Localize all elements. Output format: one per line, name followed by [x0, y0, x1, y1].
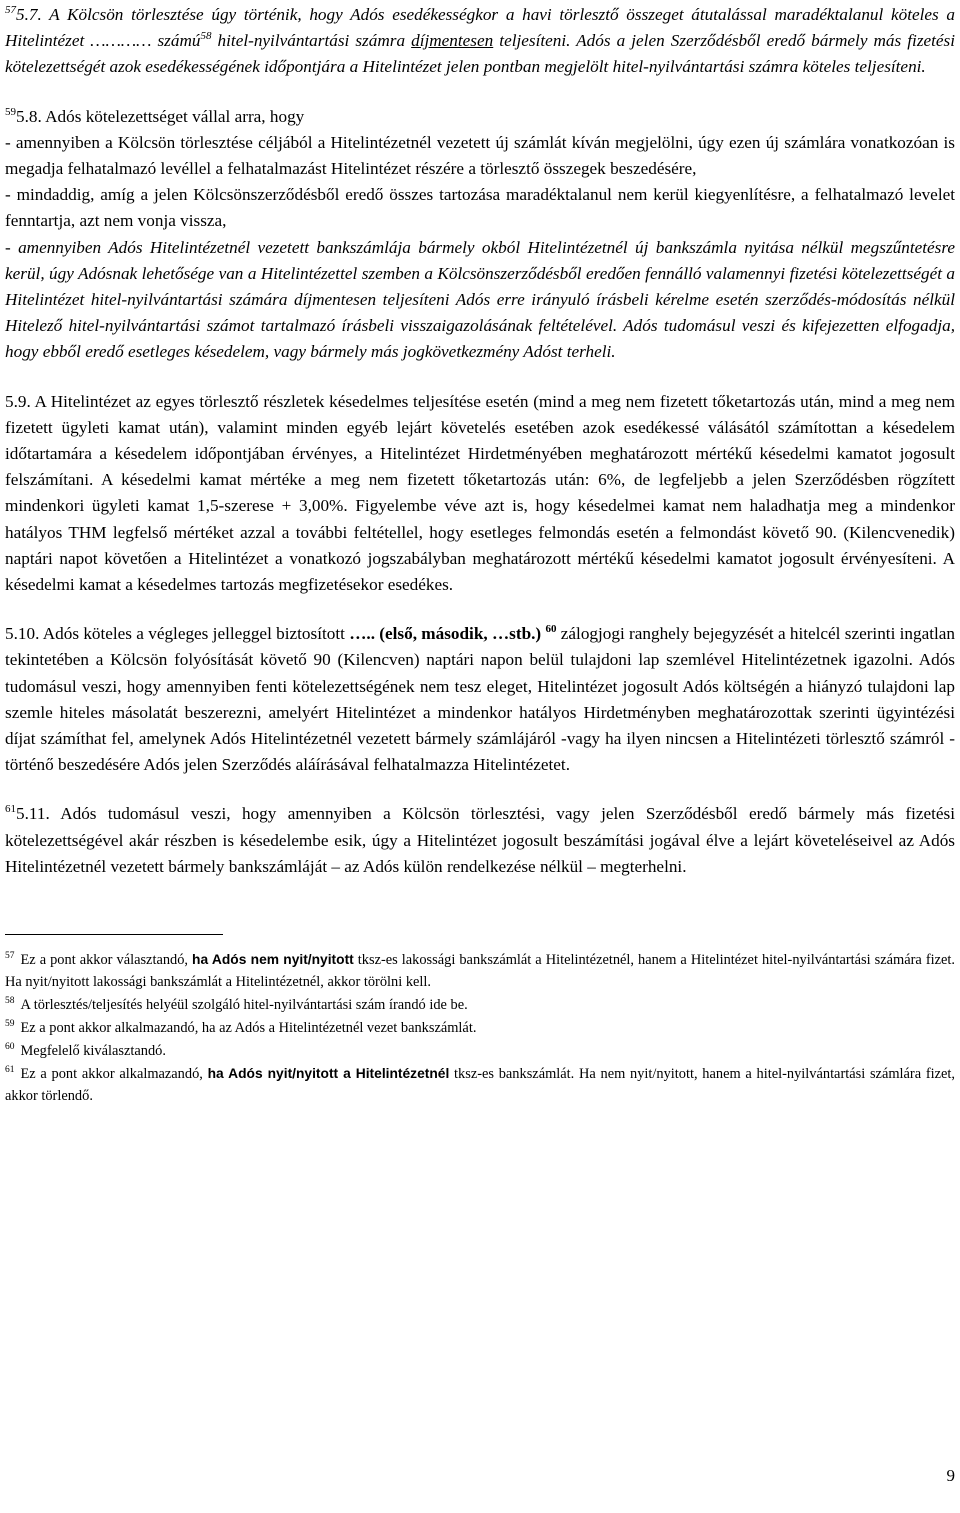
footnote-ref-60: 60	[545, 623, 557, 636]
paragraph-5-9: 5.9. A Hitelintézet az egyes törlesztő részletek késedelmes teljesítése esetén (mind a meg nem fizetett tőketartozás után, mind a meg nem fizetett ügyleti kamat után), valamint minden egyéb lejárt követelés esetében azok esedékessé válásától számítottan a késedelem időtartamára a késedelem időpontjában érvényes, a Hitelintézet Hirdetményében meghatározott mértékű késedelmi kamatot jogosult felszámítani. A késedelmi kamat mértéke a meg nem fizetett tőketartozás után: 6%, de legfeljebb a jelen Szerződésben rögzített mindenkori ügyleti kamat 1,5-szerese + 3,00%. Figyelembe véve azt is, hogy késedelmei kamat nem haladhatja meg a mindenkor hatályos THM legfelső mértéket azzal a további feltétellel, hogy esetleges felmondás esetén a felmondást követő 90. (Kilencvenedik) naptári napot követően a Hitelintézet a vonatkozó jogszabályban meghatározott mértékű késedelmi kamatot jogosult érvényesíteni. A késedelmi kamat a késedelmes tartozás megfizetésekor esedékes.	[5, 391, 955, 595]
paragraph-5-11-text: 5.11. Adós tudomásul veszi, hogy amennyiben a Kölcsön törlesztési, vagy jelen Szerződésből eredő bármely más fizetési kötelezettségével akár részben is késedelembe esik, úgy a Hitelintézet jogosult beszámítási jogával élve a lejárt követeléseivel az Adós Hitelintézetnél vezetett bármely bankszámláját – az Adós külön rendelkezése nélkül – megterhelni.	[5, 804, 955, 876]
footnote-ref-61: 61	[5, 803, 16, 816]
footnote-number: 57	[5, 951, 15, 962]
footnote-separator	[5, 934, 223, 935]
paragraph-5-8	[5, 104, 955, 366]
footnote-bold: ha Adós nem nyit/nyitott	[192, 952, 354, 968]
footnotes	[5, 949, 955, 1107]
footnote-text: Ez a pont akkor választandó,	[20, 952, 193, 969]
footnote-text: A törlesztés/teljesítés helyéül szolgáló hitel-nyilvántartási szám írandó ide be.	[20, 997, 468, 1014]
footnote-text: tksz-es lakossági bankszámlát a Hitelintézetnél, hanem a Hitelintézet hitel-nyilvántartási számára fizet. Ha nyit/nyitott lakossági bankszámlát a Hitelintézetnél, akkor törölni kell.	[5, 952, 955, 991]
paragraph-5-10	[5, 621, 955, 778]
footnote-60	[5, 1040, 955, 1062]
footnote-57	[5, 949, 955, 993]
paragraph-5-8-item-2: - mindaddig, amíg a jelen Kölcsönszerződésből eredő összes tartozása maradéktalanul nem kerül kiegyenlítésre, a felhatalmazó levelet fenntartja, azt nem vonja vissza,	[5, 185, 955, 231]
footnote-ref-58: 58	[200, 30, 212, 43]
paragraph-5-8-item-1: - amennyiben a Kölcsön törlesztése céljából a Hitelintézetnél vezetett új számlát kíván megjelölni, úgy ezen új számlára vonatkozóan is megadja felhatalmazó levéllel a felhatalmazást Hitelintézet részére a törlesztő összegek beszedésére,	[5, 132, 955, 179]
page-number: 9	[946, 1466, 955, 1485]
footnote-bold: ha Adós nyit/nyitott a Hitelintézetnél	[207, 1066, 450, 1082]
paragraph-5-10-text-a: 5.10. Adós köteles a végleges jelleggel biztosított	[5, 624, 350, 644]
footnote-ref-57: 57	[5, 3, 16, 16]
footnote-text: tksz-es bankszámlát. Ha nem nyit/nyitott, hanem a hitel-nyilvántartási számlára fizet, akkor törlendő.	[5, 1066, 955, 1105]
footnote-number: 60	[5, 1042, 15, 1053]
footnote-ref-59: 59	[5, 105, 16, 118]
paragraph-5-8-intro: 5.8. Adós kötelezettséget vállal arra, hogy	[16, 106, 305, 126]
footnote-number: 58	[5, 996, 15, 1007]
paragraph-5-7-text-a: 5.7. A Kölcsön törlesztése úgy történik, hogy Adós esedékességkor a havi törlesztő összeget átutalással maradéktalanul köteles a Hitelintézet ………… számú	[5, 5, 955, 51]
paragraph-5-7-text-c: teljesíteni. Adós a jelen Szerződésből eredő bármely más fizetési kötelezettségét azok esedékességének időpontjára a Hitelintézet jelen pontban megjelölt hitel-nyilvántartási számra köteles teljesíteni.	[5, 31, 956, 77]
paragraph-5-10-text-b: zálogjogi ranghely bejegyzését a hitelcél szerinti ingatlan tekintetében a Kölcsön folyósítását követő 90 (Kilencven) naptári napon belül tulajdoni lap szemlével Hitelintézetnek igazolni. Adós tudomásul veszi, hogy amennyiben fenti kötelezettségének nem tesz eleget, Hitelintézet jogosult Adós költségén a hiányzó tulajdoni lap szemle hiteles másolatát beszerezni, amelyért Hitelintézet a mindenkor hatályos Hirdetményben meghatározottak szerinti ügyintézési díjat számíthat fel, amelynek Adós Hitelintézetnél vezetett bármely számlájáról -vagy ha ilyen nincsen a Hitelintézeti törlesztő számról - történő beszedésére Adós jelen Szerződés aláírásával felhatalmazza Hitelintézetet.	[5, 624, 956, 775]
footnote-text: Megfelelő kiválasztandó.	[20, 1043, 166, 1060]
footnote-58	[5, 994, 955, 1016]
footnote-number: 59	[5, 1019, 15, 1030]
paragraph-5-10-bold: ….. (első, második, …stb.)	[349, 624, 542, 644]
paragraph-5-7-text-b: hitel-nyilvántartási számra	[211, 31, 406, 51]
document-page	[5, 0, 955, 1513]
paragraph-5-7	[5, 2, 955, 81]
paragraph-5-11	[5, 801, 955, 880]
footnote-59	[5, 1017, 955, 1039]
footnote-number: 61	[5, 1065, 15, 1076]
paragraph-5-7-underlined: díjmentesen	[411, 31, 494, 51]
footnote-text: Ez a pont akkor alkalmazandó,	[20, 1066, 208, 1083]
footnote-61	[5, 1063, 955, 1107]
paragraph-5-8-item-3: - amennyiben Adós Hitelintézetnél vezetett bankszámlája bármely okból Hitelintézetnél új bankszámla nyitása nélkül megszűntetésre kerül, úgy Adósnak lehetősége van a Hitelintézettel szemben a Kölcsönszerződésből eredően fennálló valamennyi fizetési kötelezettségét a Hitelintézet hitel-nyilvántartási számára díjmentesen teljesíteni Adós erre irányuló írásbeli kérelme esetén szerződés-módosítás nélkül Hitelező hitel-nyilvántartási számot tartalmazó írásbeli visszaigazolásának feltételével. Adós tudomásul veszi és kifejezetten elfogadja, hogy ebből eredő esetleges késedelem, vagy bármely más jogkövetkezmény Adóst terheli.	[5, 237, 955, 362]
footnote-text: Ez a pont akkor alkalmazandó, ha az Adós a Hitelintézetnél vezet bankszámlát.	[20, 1020, 477, 1037]
